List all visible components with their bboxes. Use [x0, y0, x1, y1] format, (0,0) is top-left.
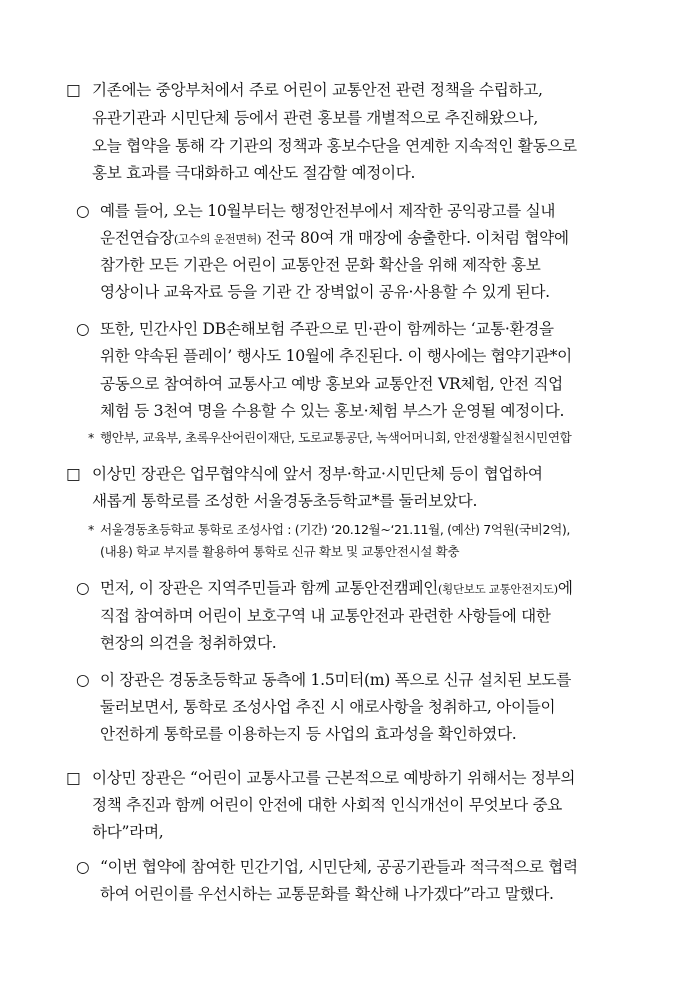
footnote-line: 서울경동초등학교 통학로 조성사업 : (기간) ‘20.12월~‘21.11월, (예산) 7억원(국비2억), — [100, 522, 570, 537]
paragraph-line — [100, 228, 569, 249]
paragraph-line: 직접 참여하며 어린이 보호구역 내 교통안전과 관련한 사항들에 대한 — [100, 607, 551, 625]
paragraph-line: 홍보 효과를 극대화하고 예산도 절감할 예정이다. — [92, 164, 416, 182]
paragraph-line: 체험 등 3천여 명을 수용할 수 있는 홍보·체험 부스가 운영될 예정이다. — [100, 402, 565, 420]
asterisk-marker: * — [88, 430, 95, 445]
text-run: 운전연습장 — [100, 229, 174, 247]
paragraph-line: 위한 약속된 플레이’ 행사도 10월에 추진된다. 이 행사에는 협약기관*이 — [100, 347, 572, 365]
paragraph-line: 유관기관과 시민단체 등에서 관련 홍보를 개별적으로 추진해왔으나, — [92, 109, 538, 127]
paragraph-line: 하다”라며, — [92, 823, 164, 841]
text-run: 전국 80여 개 매장에 송출한다. 이처럼 협약에 — [261, 229, 569, 247]
paragraph-line: 정책 추진과 함께 어린이 안전에 대한 사회적 인식개선이 무엇보다 중요 — [92, 796, 563, 814]
circle-bullet: ○ — [76, 202, 90, 220]
square-bullet: □ — [66, 769, 81, 787]
square-bullet: □ — [66, 465, 81, 483]
footnote-line: 행안부, 교육부, 초록우산어린이재단, 도로교통공단, 녹색어머니회, 안전생활실천시민연합 — [100, 430, 572, 445]
paragraph-line: 이상민 장관은 업무협약식에 앞서 정부·학교·시민단체 등이 협업하여 — [92, 465, 543, 483]
paragraph-line: 안전하게 통학로를 이용하는지 등 사업의 효과성을 확인하였다. — [100, 725, 517, 743]
text-run: 먼저, 이 장관은 지역주민들과 함께 교통안전캠페인 — [100, 579, 438, 597]
paragraph-line: 하여 어린이를 우선시하는 교통문화를 확산해 나가겠다”라고 말했다. — [100, 885, 554, 903]
asterisk-marker: * — [88, 522, 95, 537]
paragraph-line: 공동으로 참여하여 교통사고 예방 홍보와 교통안전 VR체험, 안전 직업 — [100, 375, 563, 393]
paragraph-line: 예를 들어, 오는 10월부터는 행정안전부에서 제작한 공익광고를 실내 — [100, 202, 556, 220]
square-bullet: □ — [66, 81, 81, 99]
paragraph-line: “이번 협약에 참여한 민간기업, 시민단체, 공공기관들과 적극적으로 협력 — [100, 858, 578, 876]
paragraph-line: 새롭게 통학로를 조성한 서울경동초등학교*를 둘러보았다. — [92, 492, 478, 510]
text-run: 에 — [557, 579, 573, 597]
circle-bullet: ○ — [76, 671, 90, 689]
paragraph-line: 참가한 모든 기관은 어린이 교통안전 문화 확산을 위해 제작한 홍보 — [100, 256, 541, 274]
circle-bullet: ○ — [76, 858, 90, 876]
paragraph-line — [100, 578, 573, 599]
paragraph-line: 이상민 장관은 “어린이 교통사고를 근본적으로 예방하기 위해서는 정부의 — [92, 769, 576, 787]
paragraph-line: 또한, 민간사인 DB손해보험 주관으로 민·관이 함께하는 ‘교통·환경을 — [100, 320, 554, 338]
paragraph-line: 영상이나 교육자료 등을 기관 간 장벽없이 공유·사용할 수 있게 된다. — [100, 283, 550, 301]
paragraph-line: 둘러보면서, 통학로 조성사업 추진 시 애로사항을 청취하고, 아이들이 — [100, 698, 556, 716]
circle-bullet: ○ — [76, 320, 90, 338]
parenthetical-note: (횡단보도 교통안전지도) — [437, 582, 558, 596]
circle-bullet: ○ — [76, 579, 90, 597]
paragraph-line: 오늘 협약을 통해 각 기관의 정책과 홍보수단을 연계한 지속적인 활동으로 — [92, 137, 577, 155]
footnote-line: (내용) 학교 부지를 활용하여 통학로 신규 확보 및 교통안전시설 확충 — [100, 544, 460, 559]
parenthetical-note: (고수의 운전면허) — [173, 232, 262, 246]
paragraph-line: 이 장관은 경동초등학교 동측에 1.5미터(m) 폭으로 신규 설치된 보도를 — [100, 671, 572, 689]
paragraph-line: 현장의 의견을 청취하였다. — [100, 634, 277, 652]
paragraph-line: 기존에는 중앙부처에서 주로 어린이 교통안전 관련 정책을 수립하고, — [92, 81, 543, 99]
